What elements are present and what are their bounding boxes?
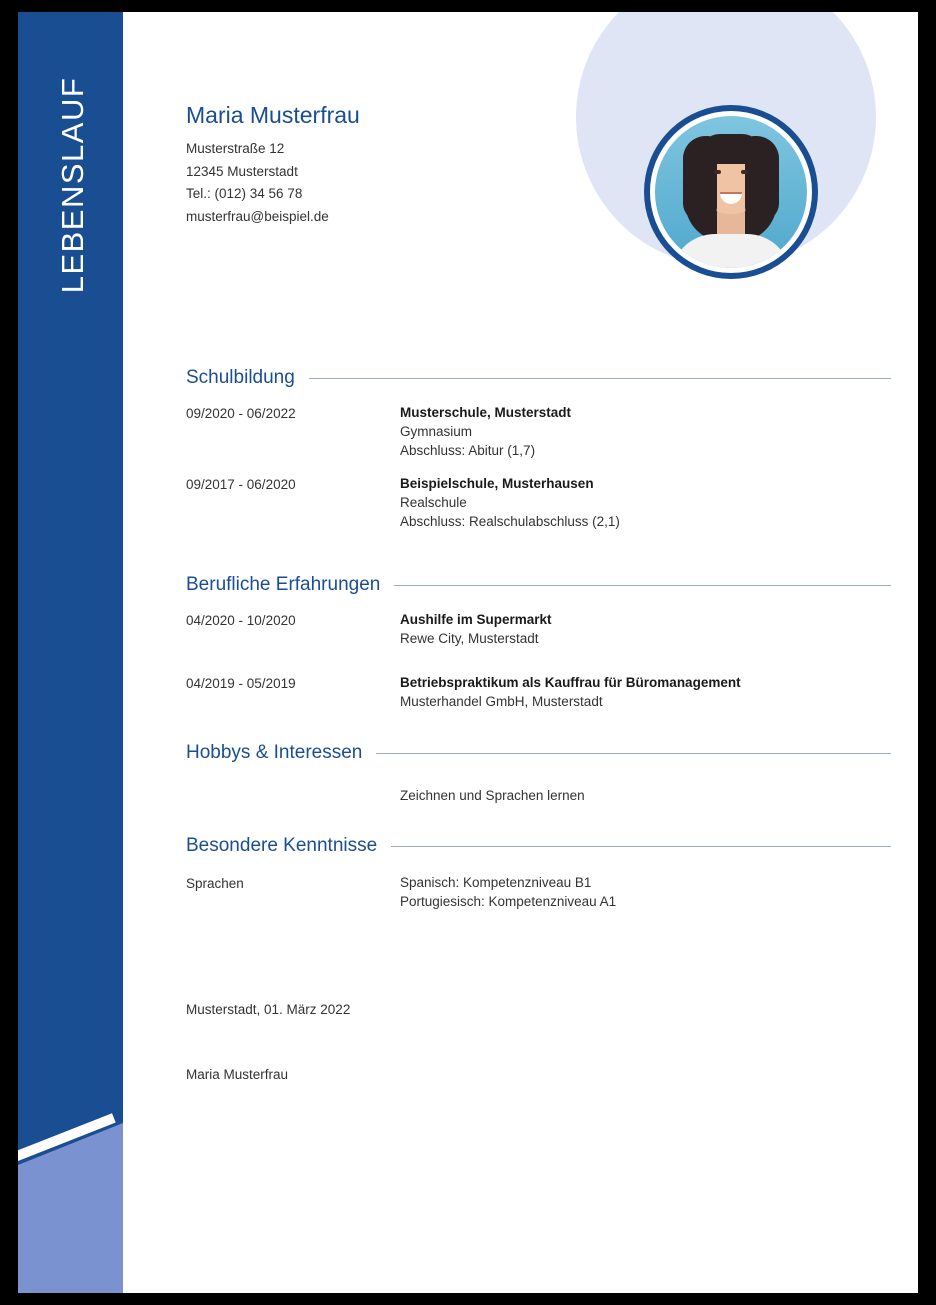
entry-line: Realschule xyxy=(400,495,467,510)
entry-line: Abschluss: Realschulabschluss (2,1) xyxy=(400,514,620,529)
section-title: Besondere Kenntnisse xyxy=(186,835,378,856)
section-divider xyxy=(394,585,891,586)
entry-body xyxy=(400,673,891,711)
page-title: Maria Musterfrau xyxy=(186,102,360,128)
entry-line: Spanisch: Kompetenzniveau B1 xyxy=(400,875,592,890)
list-item xyxy=(186,673,891,711)
list-item xyxy=(186,610,891,648)
entry-body xyxy=(400,786,891,805)
section-divider xyxy=(391,846,891,847)
portrait-photo xyxy=(655,116,807,268)
entry-line: Musterhandel GmbH, Musterstadt xyxy=(400,694,603,709)
list-item xyxy=(186,786,891,805)
resume-page xyxy=(18,12,918,1293)
section-divider xyxy=(309,378,891,379)
avatar xyxy=(644,105,818,279)
section-header xyxy=(186,742,891,764)
section-divider xyxy=(376,753,891,754)
sidebar-title: LEBENSLAUF xyxy=(55,76,90,294)
contact-block xyxy=(186,138,329,228)
portrait-fringe xyxy=(699,134,763,164)
entry-title: Betriebspraktikum als Kauffrau für Büromanagement xyxy=(400,675,741,690)
contact-street: Musterstraße 12 xyxy=(186,141,285,156)
entry-line: Rewe City, Musterstadt xyxy=(400,631,539,646)
entry-date xyxy=(186,786,400,805)
footer-place-date: Musterstadt, 01. März 2022 xyxy=(186,1002,351,1017)
entry-title: Aushilfe im Supermarkt xyxy=(400,612,552,627)
entry-body xyxy=(400,403,891,460)
section-hobbys-interessen xyxy=(186,742,891,819)
list-item xyxy=(186,474,891,531)
entry-line: Portugiesisch: Kompetenzniveau A1 xyxy=(400,894,617,909)
section-schulbildung xyxy=(186,367,891,545)
entry-date: 09/2017 - 06/2020 xyxy=(186,477,296,492)
section-besondere-kenntnisse xyxy=(186,835,891,925)
contact-phone: Tel.: (012) 34 56 78 xyxy=(186,186,303,201)
entry-line: Zeichnen und Sprachen lernen xyxy=(400,788,585,803)
entry-line: Gymnasium xyxy=(400,424,473,439)
section-header xyxy=(186,574,891,596)
entry-line: Abschluss: Abitur (1,7) xyxy=(400,443,536,458)
list-item xyxy=(186,873,891,911)
entry-title: Musterschule, Musterstadt xyxy=(400,405,572,420)
entry-body xyxy=(400,474,891,531)
portrait-eye-right xyxy=(741,170,748,174)
section-title: Berufliche Erfahrungen xyxy=(186,574,381,595)
portrait-eye-left xyxy=(714,170,721,174)
contact-city: 12345 Musterstadt xyxy=(186,163,298,179)
entry-date: 04/2020 - 10/2020 xyxy=(186,613,296,628)
section-berufliche-erfahrungen xyxy=(186,574,891,725)
section-title: Hobbys & Interessen xyxy=(186,742,363,763)
resume-content xyxy=(123,12,918,1293)
entry-title: Beispielschule, Musterhausen xyxy=(400,476,594,491)
section-header xyxy=(186,835,891,857)
section-title: Schulbildung xyxy=(186,367,295,388)
entry-body xyxy=(400,610,891,648)
list-item xyxy=(186,403,891,460)
entry-date: Sprachen xyxy=(186,876,244,891)
sidebar xyxy=(18,12,123,1293)
entry-body xyxy=(400,873,891,911)
entry-date: 04/2019 - 05/2019 xyxy=(186,676,296,691)
portrait-shoulders xyxy=(671,234,791,268)
contact-email: musterfrau@beispiel.de xyxy=(186,208,329,224)
section-header xyxy=(186,367,891,389)
footer-signature: Maria Musterfrau xyxy=(186,1067,289,1082)
entry-date: 09/2020 - 06/2022 xyxy=(186,406,296,421)
